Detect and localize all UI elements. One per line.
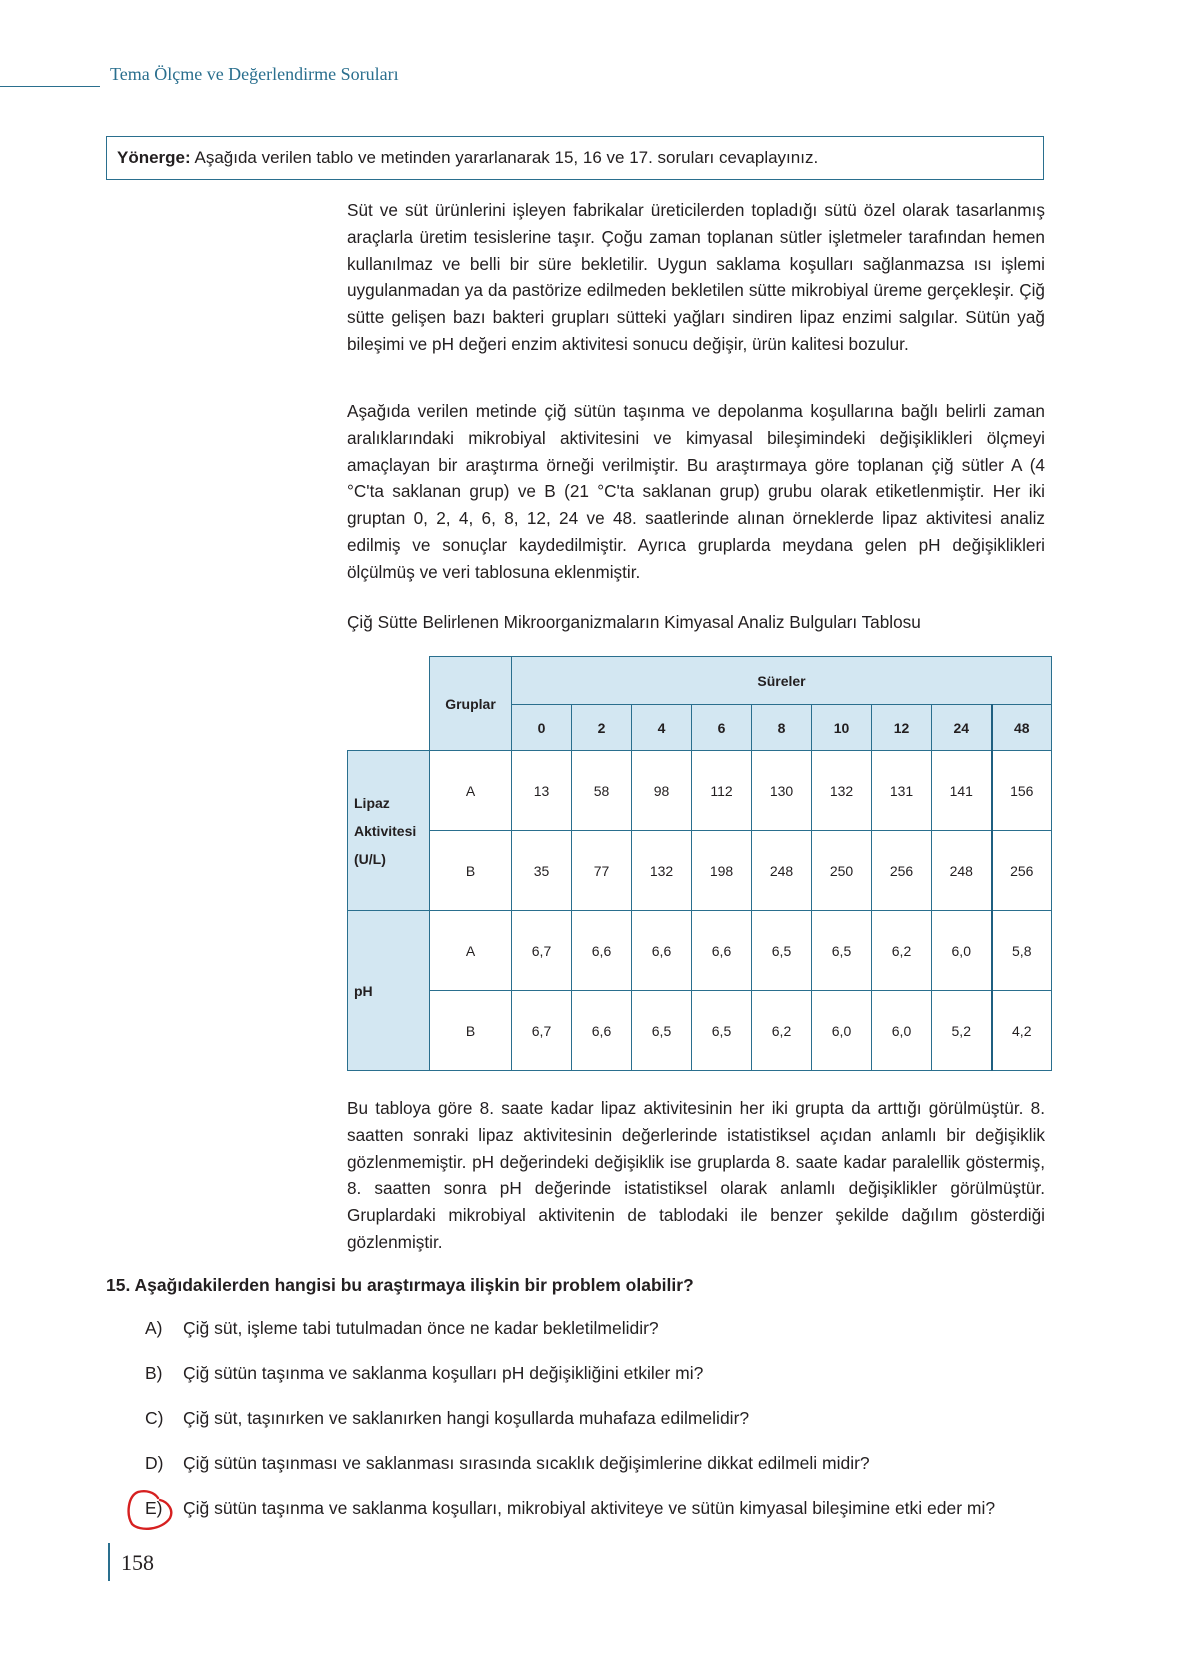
option-letter: A) xyxy=(145,1318,163,1338)
duration-cell: 0 xyxy=(512,705,572,751)
option-letter: B) xyxy=(145,1363,163,1383)
value-cell: 130 xyxy=(752,751,812,831)
option-letter: D) xyxy=(145,1453,164,1473)
value-cell: 6,2 xyxy=(872,911,932,991)
instruction-label: Yönerge: xyxy=(117,148,191,167)
duration-cell: 24 xyxy=(932,705,992,751)
value-cell: 6,0 xyxy=(812,991,872,1071)
value-cell: 6,5 xyxy=(752,911,812,991)
instruction-text: Aşağıda verilen tablo ve metinden yararlanarak 15, 16 ve 17. soruları cevaplayınız. xyxy=(194,148,819,167)
value-cell: 250 xyxy=(812,831,872,911)
value-cell: 6,6 xyxy=(572,911,632,991)
value-cell: 112 xyxy=(692,751,752,831)
value-cell: 5,8 xyxy=(992,911,1052,991)
value-cell: 256 xyxy=(992,831,1052,911)
value-cell: 5,2 xyxy=(932,991,992,1071)
option-text: Çiğ süt, işleme tabi tutulmadan önce ne kadar bekletilmelidir? xyxy=(183,1318,659,1338)
duration-cell: 10 xyxy=(812,705,872,751)
value-cell: 35 xyxy=(512,831,572,911)
value-cell: 6,5 xyxy=(692,991,752,1071)
value-cell: 58 xyxy=(572,751,632,831)
value-cell: 131 xyxy=(872,751,932,831)
value-cell: 141 xyxy=(932,751,992,831)
duration-cell: 2 xyxy=(572,705,632,751)
paragraph-research: Aşağıda verilen metinde çiğ sütün taşınma ve depolanma koşullarına bağlı belirli zaman aralıklarındaki mikrobiyal aktivitesini ve kimyasal bileşimindeki değişiklikleri ölçmeyi amaçlayan bir araştırma örneği verilmiştir. Bu araştırmaya göre toplanan çiğ sütler A (4 °C'ta saklanan grup) ve B (21 °C'ta saklanan grup) grubu olarak etiketlenmiştir. Her iki gruptan 0, 2, 4, 6, 8, 12, 24 ve 48. saatlerinde alınan örneklerde lipaz aktivitesi analiz edilmiş ve sonuçlar kaydedilmiştir. Ayrıca gruplarda meydana gelen pH değişiklikleri ölçülmüş ve veri tablosuna eklenmiştir. xyxy=(347,401,1045,582)
question-15-stem: 15. Aşağıdakilerden hangisi bu araştırmaya ilişkin bir problem olabilir? xyxy=(106,1275,694,1295)
group-cell: B xyxy=(430,831,512,911)
duration-cell: 8 xyxy=(752,705,812,751)
page-number: 158 xyxy=(121,1550,154,1575)
lipase-label-line: Lipaz xyxy=(354,794,390,811)
value-cell: 256 xyxy=(872,831,932,911)
value-cell: 156 xyxy=(992,751,1052,831)
value-cell: 13 xyxy=(512,751,572,831)
value-cell: 132 xyxy=(632,831,692,911)
page-header-title: Tema Ölçme ve Değerlendirme Soruları xyxy=(110,64,399,84)
value-cell: 4,2 xyxy=(992,991,1052,1071)
value-cell: 98 xyxy=(632,751,692,831)
header-rule xyxy=(0,86,100,87)
duration-cell: 48 xyxy=(992,705,1052,751)
page-number-rule xyxy=(108,1543,110,1581)
group-cell: B xyxy=(430,991,512,1071)
option-text: Çiğ sütün taşınma ve saklanma koşulları pH değişikliğini etkiler mi? xyxy=(183,1363,704,1383)
value-cell: 248 xyxy=(752,831,812,911)
duration-cell: 6 xyxy=(692,705,752,751)
option-text: Çiğ süt, taşınırken ve saklanırken hangi koşullarda muhafaza edilmelidir? xyxy=(183,1408,750,1428)
durations-header: Süreler xyxy=(512,657,1052,705)
paragraph-conclusion: Bu tabloya göre 8. saate kadar lipaz aktivitesinin her iki grupta da arttığı görülmüştür. 8. saatten sonraki lipaz aktivitesinin değerlerinde istatistiksel açıdan anlamlı bir değişiklik gözlenmemiştir. pH değerindeki değişiklik ise gruplarda 8. saate kadar paralellik göstermiş, 8. saatten sonra pH değerinde istatistiksel olarak anlamlı değişiklikler görülmüştür. Gruplardaki mikrobiyal aktivitenin de tablodaki ile benzer şekilde dağılım gösterdiği gözlenmiştir. xyxy=(347,1098,1045,1252)
value-cell: 6,5 xyxy=(812,911,872,991)
value-cell: 132 xyxy=(812,751,872,831)
paragraph-intro: Süt ve süt ürünlerini işleyen fabrikalar üreticilerden topladığı sütü özel olarak tasarlanmış araçlarla üretim tesislerine taşır. Çoğu zaman toplanan sütler işletmeler tarafından hemen kullanılmaz ve belli bir süre bekletilir. Uygun saklama koşulları sağlanmazsa ısı işlemi uygulanmadan ya da pastörize edilmeden bekletilen sütte mikrobiyal üreme gerçekleşir. Çiğ sütte gelişen bazı bakteri grupları sütteki yağları sindiren lipaz enzimi salgılar. Sütün yağ bileşimi ve pH değeri enzim aktivitesi sonucu değişir, ürün kalitesi bozulur. xyxy=(347,200,1045,354)
lipase-label-line: Aktivitesi xyxy=(354,822,417,839)
groups-header: Gruplar xyxy=(430,657,512,751)
option-letter: C) xyxy=(145,1408,164,1428)
duration-cell: 12 xyxy=(872,705,932,751)
value-cell: 6,6 xyxy=(632,911,692,991)
table-caption: Çiğ Sütte Belirlenen Mikroorganizmaların Kimyasal Analiz Bulguları Tablosu xyxy=(347,612,921,632)
value-cell: 6,7 xyxy=(512,991,572,1071)
ph-row-label: pH xyxy=(348,911,430,1071)
value-cell: 6,2 xyxy=(752,991,812,1071)
value-cell: 6,6 xyxy=(692,911,752,991)
value-cell: 6,7 xyxy=(512,911,572,991)
value-cell: 6,0 xyxy=(872,991,932,1071)
value-cell: 6,0 xyxy=(932,911,992,991)
duration-cell: 4 xyxy=(632,705,692,751)
value-cell: 198 xyxy=(692,831,752,911)
value-cell: 77 xyxy=(572,831,632,911)
group-cell: A xyxy=(430,751,512,831)
option-letter: E) xyxy=(145,1498,163,1518)
value-cell: 6,6 xyxy=(572,991,632,1071)
analysis-table xyxy=(347,656,1052,1071)
option-text: Çiğ sütün taşınması ve saklanması sırasında sıcaklık değişimlerine dikkat edilmeli midir? xyxy=(183,1453,870,1473)
lipase-row-label xyxy=(348,751,430,911)
value-cell: 6,5 xyxy=(632,991,692,1071)
group-cell: A xyxy=(430,911,512,991)
value-cell: 248 xyxy=(932,831,992,911)
instruction-box xyxy=(106,136,1044,180)
hand-drawn-answer-circle-icon xyxy=(124,1488,176,1532)
lipase-label-line: (U/L) xyxy=(354,850,386,867)
option-text: Çiğ sütün taşınma ve saklanma koşulları, mikrobiyal aktiviteye ve sütün kimyasal bileşimine etki eder mi? xyxy=(183,1498,996,1518)
